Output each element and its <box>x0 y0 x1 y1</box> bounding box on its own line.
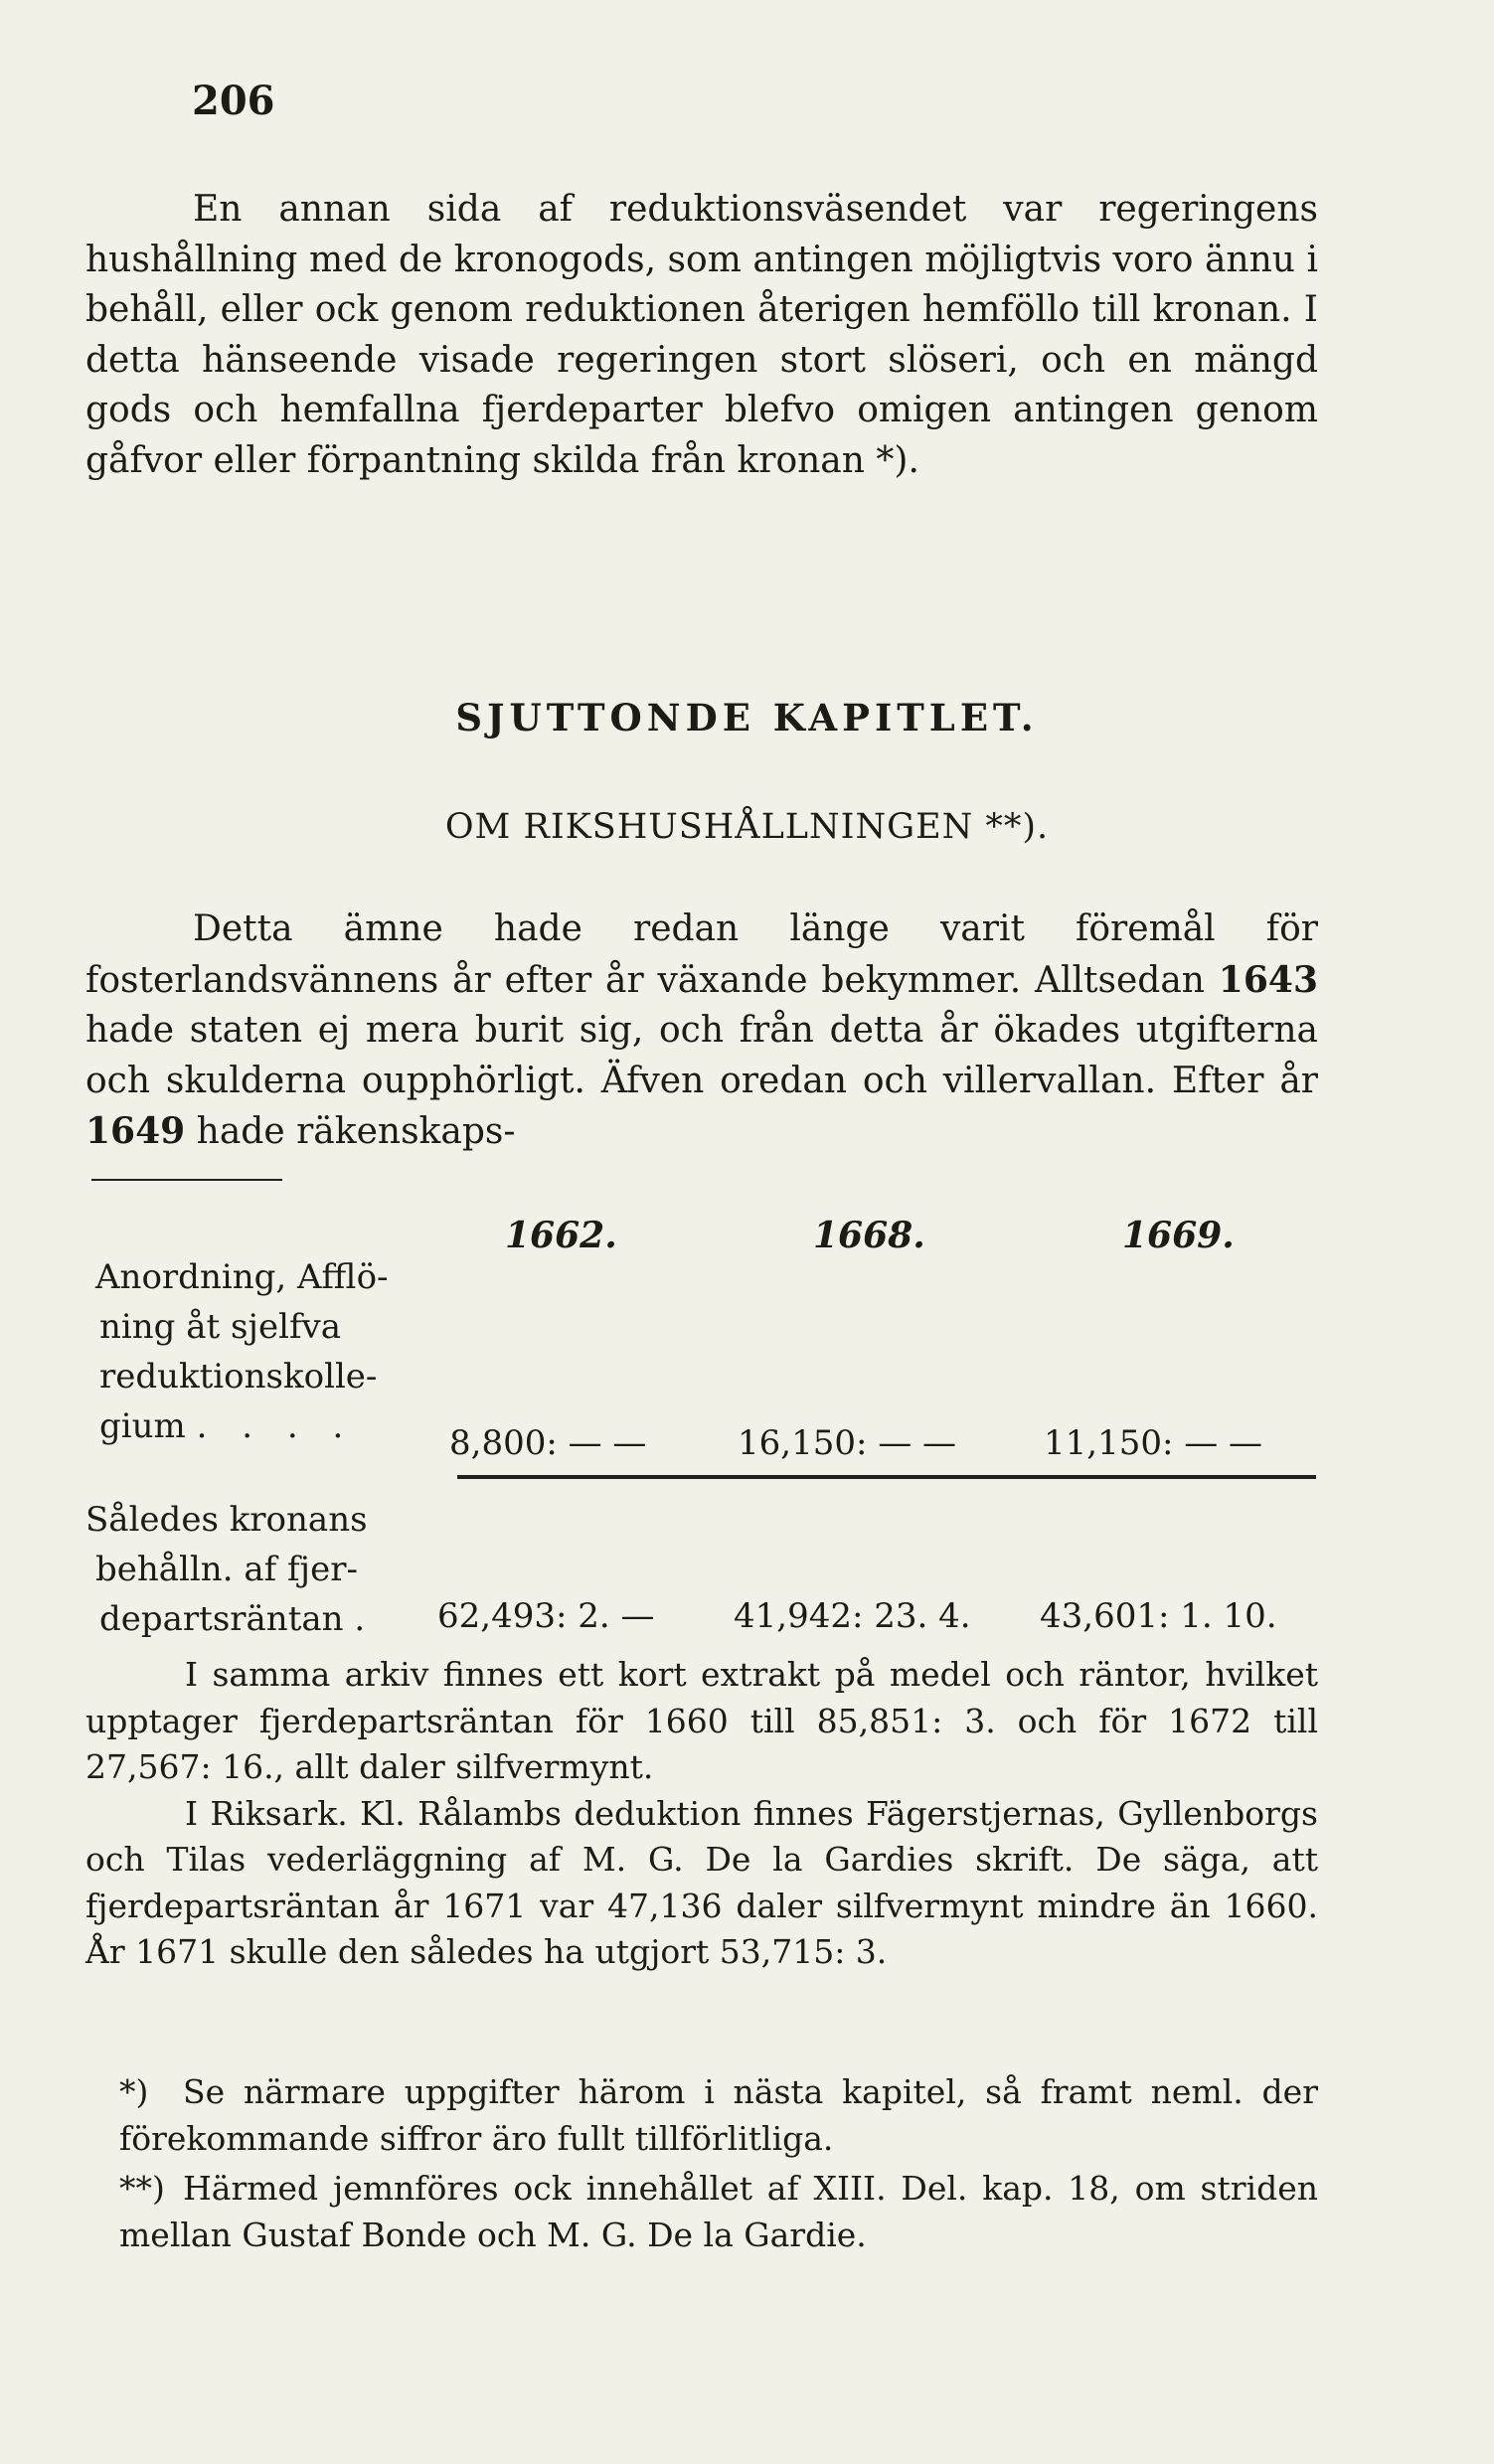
table-row-1-value-1668: 16,150: — — <box>738 1423 957 1463</box>
intro-paragraph-block <box>85 185 1318 486</box>
main-paragraph-block <box>85 904 1318 1158</box>
intro-paragraph-text: En annan sida af reduktionsväsendet var regeringens hushållning med de kronogods, som antingen möjligtvis voro ännu i behåll, eller ock genom reduktionen återigen hemföllo till kronan. I detta hänseende visade regeringen stort slöseri, och en mängd gods och hemfallna fjerdeparter blefvo omigen antingen genom gåfvor eller förpantning skilda från kronan *). <box>85 189 1318 481</box>
table-row-1-value-1662: 8,800: — — <box>449 1423 647 1463</box>
table-row-2-value-1662: 62,493: 2. — <box>437 1596 655 1636</box>
chapter-subtitle: OM RIKSHUSHÅLLNINGEN **). <box>444 807 1050 847</box>
footnote-2: **) Härmed jemnföres ock innehållet af XIII. Del. kap. 18, om striden mellan Gustaf Bonde och M. G. De la Gardie. <box>119 2169 1318 2254</box>
table-row-2-label: Således kronans behålln. af fjer- departsräntan . <box>85 1500 368 1639</box>
year-1649: 1649 <box>85 1110 186 1152</box>
note-paragraph-2: I Riksark. Kl. Rålambs deduktion finnes Fägerstjernas, Gyllenborgs och Tilas vederläggning af M. G. De la Gardies skrift. De säga, att fjerdepartsräntan år 1671 var 47,136 daler silfvermynt mindre än 1660. År 1671 skulle den således ha utgjort 53,715: 3. <box>85 1793 1318 1971</box>
footnote-separator-rule <box>91 1179 282 1181</box>
year-1643: 1643 <box>1218 958 1318 1001</box>
page-number: 206 <box>192 78 275 124</box>
table-notes <box>85 1652 1318 1976</box>
table-row-separator <box>457 1475 1316 1479</box>
intro-paragraph <box>85 185 1318 486</box>
table-row-1-label: Anordning, Afflö- ning åt sjelfva reduktionskolle- gium . . . . <box>95 1257 389 1446</box>
table-row-2-value-1669: 43,601: 1. 10. <box>1040 1596 1277 1636</box>
main-paragraph: Detta ämne hade redan länge varit föremål för fosterlandsvännens år efter år växande bekymmer. Alltsedan 1643 hade staten ej mera burit sig, och från detta år ökades utgifterna och skulderna oupphörligt. Äfven oredan och villervallan. Efter år 1649 hade räkenskaps- <box>85 908 1318 1152</box>
table-year-1669: 1669. <box>1122 1215 1235 1256</box>
table-year-1668: 1668. <box>813 1215 925 1256</box>
table-year-1662: 1662. <box>505 1215 617 1256</box>
footnote-1: *) Se närmare uppgifter härom i nästa kapitel, så framt neml. der förekommande siffror äro fullt tillförlitliga. <box>119 2072 1318 2158</box>
chapter-title: SJUTTONDE KAPITLET. <box>455 696 1039 739</box>
table-row-1-value-1669: 11,150: — — <box>1044 1423 1263 1463</box>
note-paragraph-1: I samma arkiv finnes ett kort extrakt på medel och räntor, hvilket upptager fjerdepartsräntan för 1660 till 85,851: 3. och för 1672 till 27,567: 16., allt daler silfvermynt. <box>85 1655 1318 1786</box>
table-row-2-value-1668: 41,942: 23. 4. <box>734 1596 971 1636</box>
footnotes <box>119 2069 1318 2258</box>
